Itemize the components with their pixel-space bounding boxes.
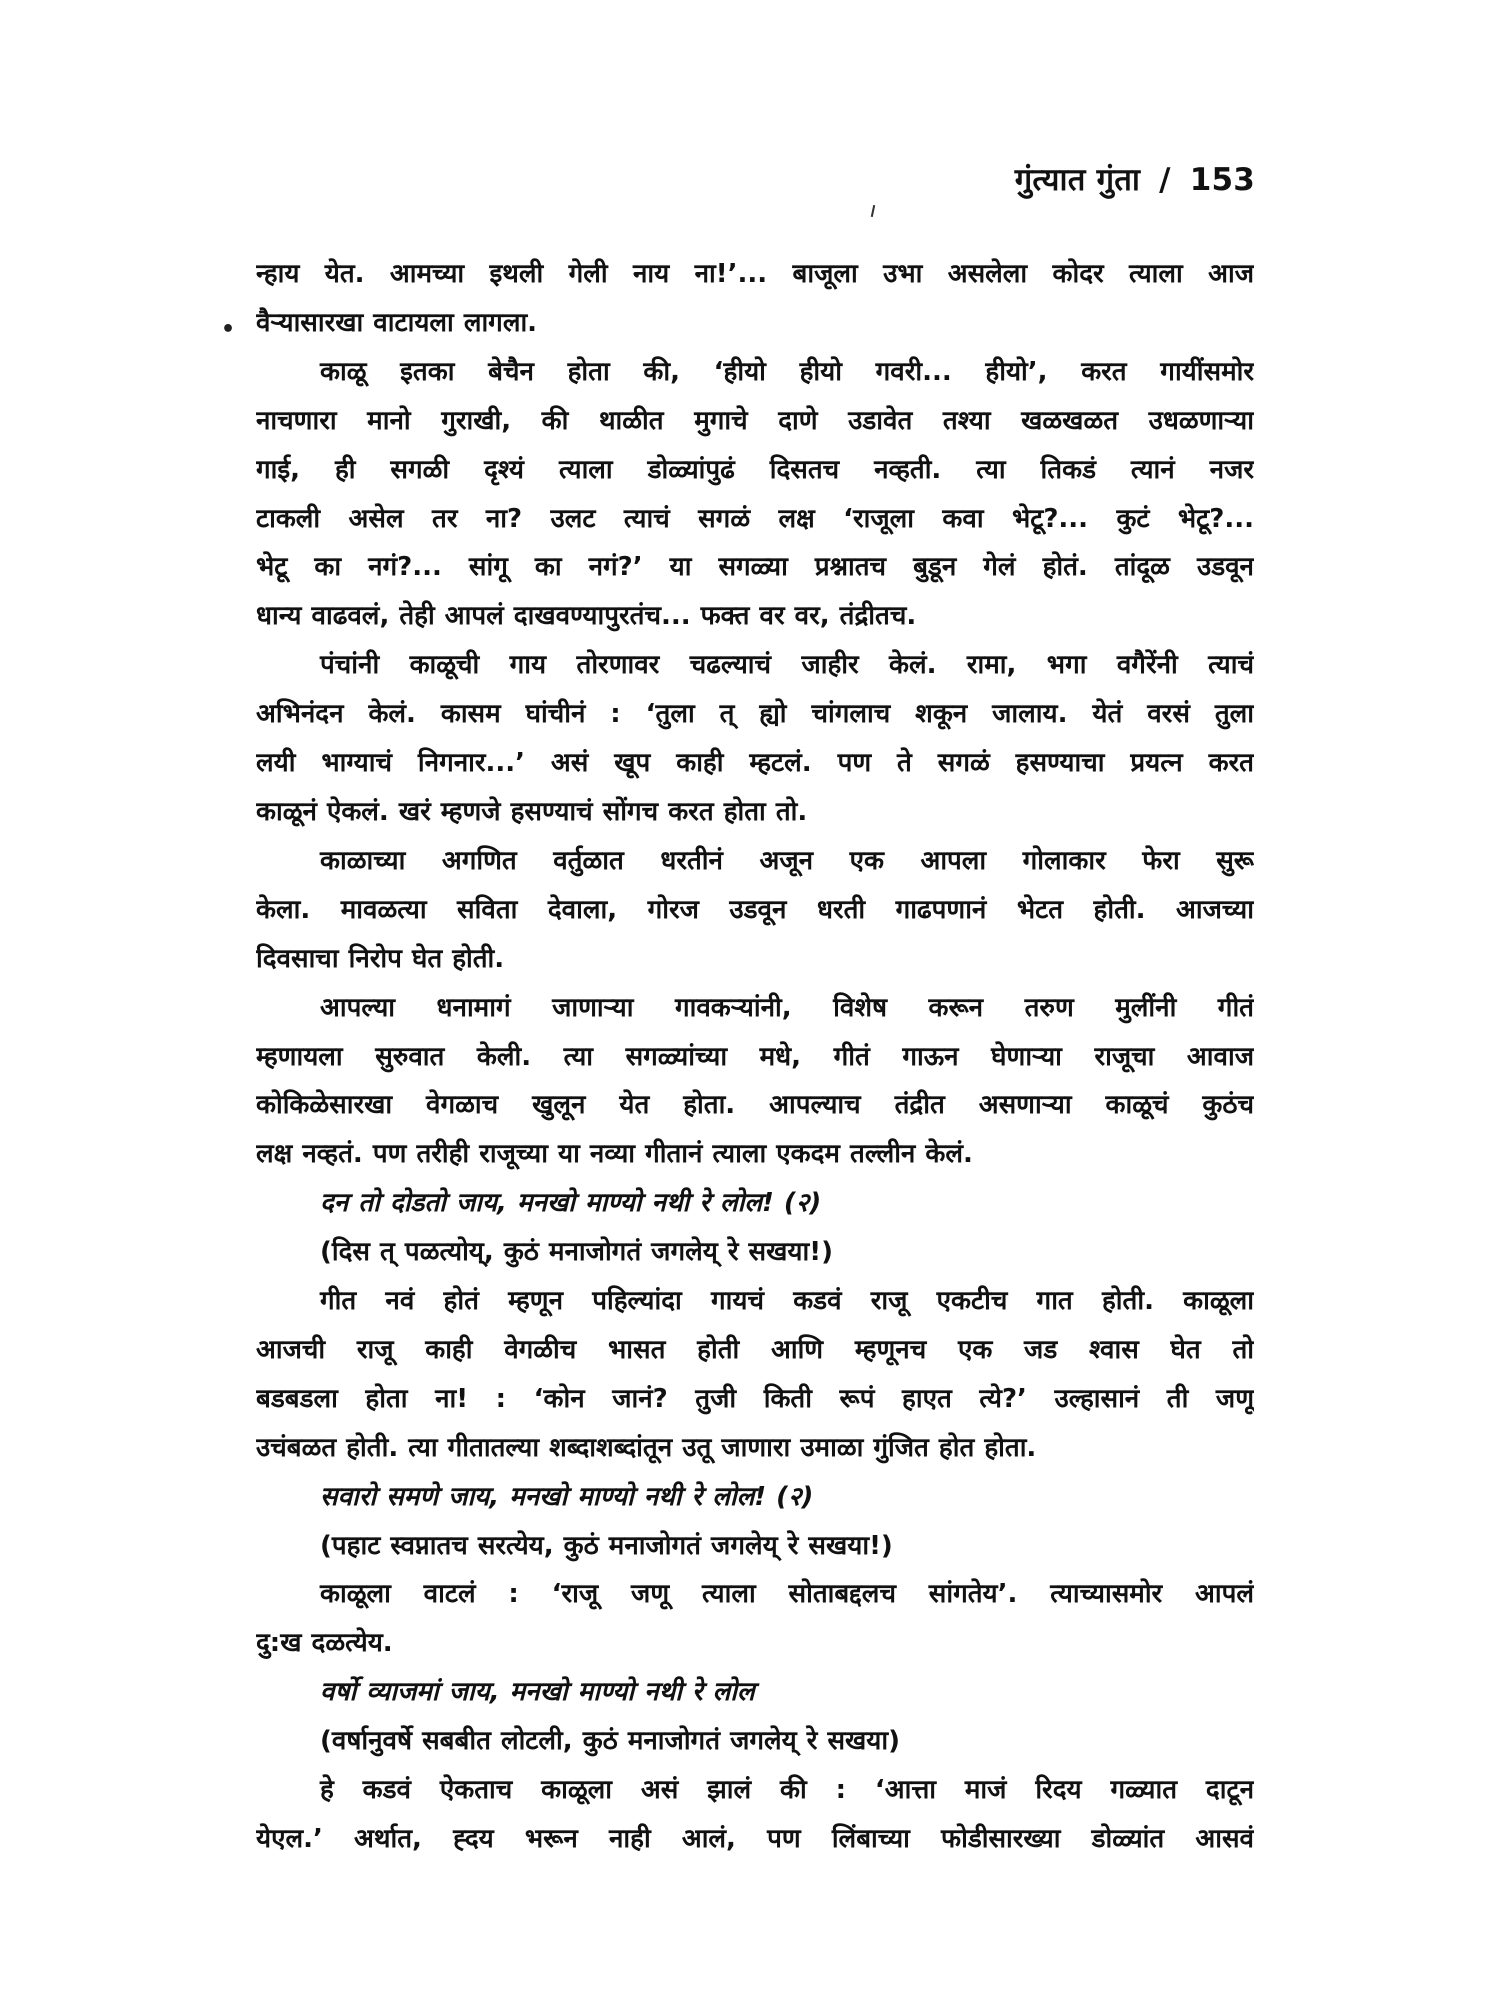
text-line: बडबडला होता ना! : ‘कोन जानं? तुजी किती रूपं हाएत त्ये?’ उल्हासानं ती जणू [256,1383,1254,1414]
text-line: टाकली असेल तर ना? उलट त्याचं सगळं लक्ष ‘राजूला कवा भेटू?... कुटं भेटू?... [256,503,1254,534]
text-line: न्हाय येत. आमच्या इथली गेली नाय ना!’... बाजूला उभा असलेला कोदर त्याला आज [256,259,1254,289]
verse-line: सवारो समणे जाय, मनखो माण्यो नथी रे लोल! (२) [320,1481,814,1512]
verse-line: दन तो दोडतो जाय, मनखो माण्यो नथी रे लोल! (२) [320,1188,822,1219]
text-line: पंचांनी काळूची गाय तोरणावर चढल्याचं जाहीर केलं. रामा, भगा वगैरेंनी त्याचं [320,650,1254,681]
header-separator: / [1159,162,1171,198]
text-line: गीत नवं होतं म्हणून पहिल्यांदा गायचं कडवं राजू एकटीच गात होती. काळूला [320,1286,1254,1317]
text-line: उचंबळत होती. त्या गीतातल्या शब्दाशब्दांतून उतू जाणारा उमाळा गुंजित होत होता. [256,1432,1037,1463]
text-line: काळू इतका बेचैन होता की, ‘हीयो हीयो गवरी... हीयो’, करत गायींसमोर [320,356,1254,387]
gloss-line: (पहाट स्वप्नातच सरत्येय, कुठं मनाजोगतं जगलेय् रे सखया!) [320,1530,893,1561]
text-line: लक्ष नव्हतं. पण तरीही राजूच्या या नव्या गीतानं त्याला एकदम तल्लीन केलं. [256,1139,973,1170]
margin-dot-mark: • [221,317,236,342]
text-line: आपल्या धनामागं जाणाऱ्या गावकऱ्यांनी, विशेष करून तरुण मुलींनी गीतं [320,992,1254,1023]
text-line: म्हणायला सुरुवात केली. त्या सगळ्यांच्या मधे, गीतं गाऊन घेणाऱ्या राजूचा आवाज [256,1041,1254,1072]
text-line: लयी भाग्याचं निगनार...’ असं खूप काही म्हटलं. पण ते सगळं हसण्याचा प्रयत्न करत [256,748,1254,779]
text-line: दु:ख दळत्येय. [256,1628,393,1659]
text-line: काळाच्या अगणित वर्तुळात धरतीनं अजून एक आपला गोलाकार फेरा सुरू [320,845,1254,876]
text-line: दिवसाचा निरोप घेत होती. [256,943,505,974]
text-line: नाचणारा मानो गुराखी, की थाळीत मुगाचे दाणे उडावेत तश्या खळखळत उधळणाऱ्या [256,405,1254,436]
text-line: गाई, ही सगळी दृश्यं त्याला डोळ्यांपुढं दिसतच नव्हती. त्या तिकडं त्यानं नजर [256,454,1254,485]
text-line: केला. मावळत्या सविता देवाला, गोरज उडवून धरती गाढपणानं भेटत होती. आजच्या [256,894,1254,925]
text-line: आजची राजू काही वेगळीच भासत होती आणि म्हणूनच एक जड श्वास घेत तो [256,1334,1254,1365]
text-line: अभिनंदन केलं. कासम घांचीनं : ‘तुला त् ह्यो चांगलाच शकून जालाय. येतं वरसं तुला [256,699,1254,730]
stray-ink-mark [871,205,875,217]
gloss-line: (दिस त् पळत्योय्, कुठं मनाजोगतं जगलेय् रे सखया!) [320,1237,833,1268]
running-header [1015,158,1255,200]
page-number: 153 [1189,162,1255,198]
gloss-line: (वर्षानुवर्षे सबबीत लोटली, कुठं मनाजोगतं जगलेय् रे सखया) [320,1726,900,1757]
text-line: धान्य वाढवलं, तेही आपलं दाखवण्यापुरतंच... फक्त वर वर, तंद्रीतच. [256,601,917,632]
text-line: वैऱ्यासारखा वाटायला लागला. [256,307,538,338]
text-line: भेटू का नगं?... सांगू का नगं?’ या सगळ्या प्रश्नातच बुडून गेलं होतं. तांदूळ उडवून [256,552,1254,583]
text-line: हे कडवं ऐकताच काळूला असं झालं की : ‘आत्ता माजं रिदय गळ्यात दाटून [320,1775,1254,1806]
verse-line: वर्षो व्याजमां जाय, मनखो माण्यो नथी रे लोल [320,1677,755,1708]
text-line: काळूनं ऐकलं. खरं म्हणजे हसण्याचं सोंगच करत होता तो. [256,796,808,827]
text-line: कोकिळेसारखा वेगळाच खुलून येत होता. आपल्याच तंद्रीत असणाऱ्या काळूचं कुठंच [256,1090,1254,1121]
text-line: येएल.’ अर्थात, ह्दय भरून नाही आलं, पण लिंबाच्या फोडीसारख्या डोळ्यांत आसवं [256,1824,1254,1854]
text-line: काळूला वाटलं : ‘राजू जणू त्याला सोताबद्दलच सांगतेय’. त्याच्यासमोर आपलं [320,1579,1254,1610]
body-text [256,250,1254,1864]
chapter-title: गुंत्यात गुंता [1014,162,1141,198]
